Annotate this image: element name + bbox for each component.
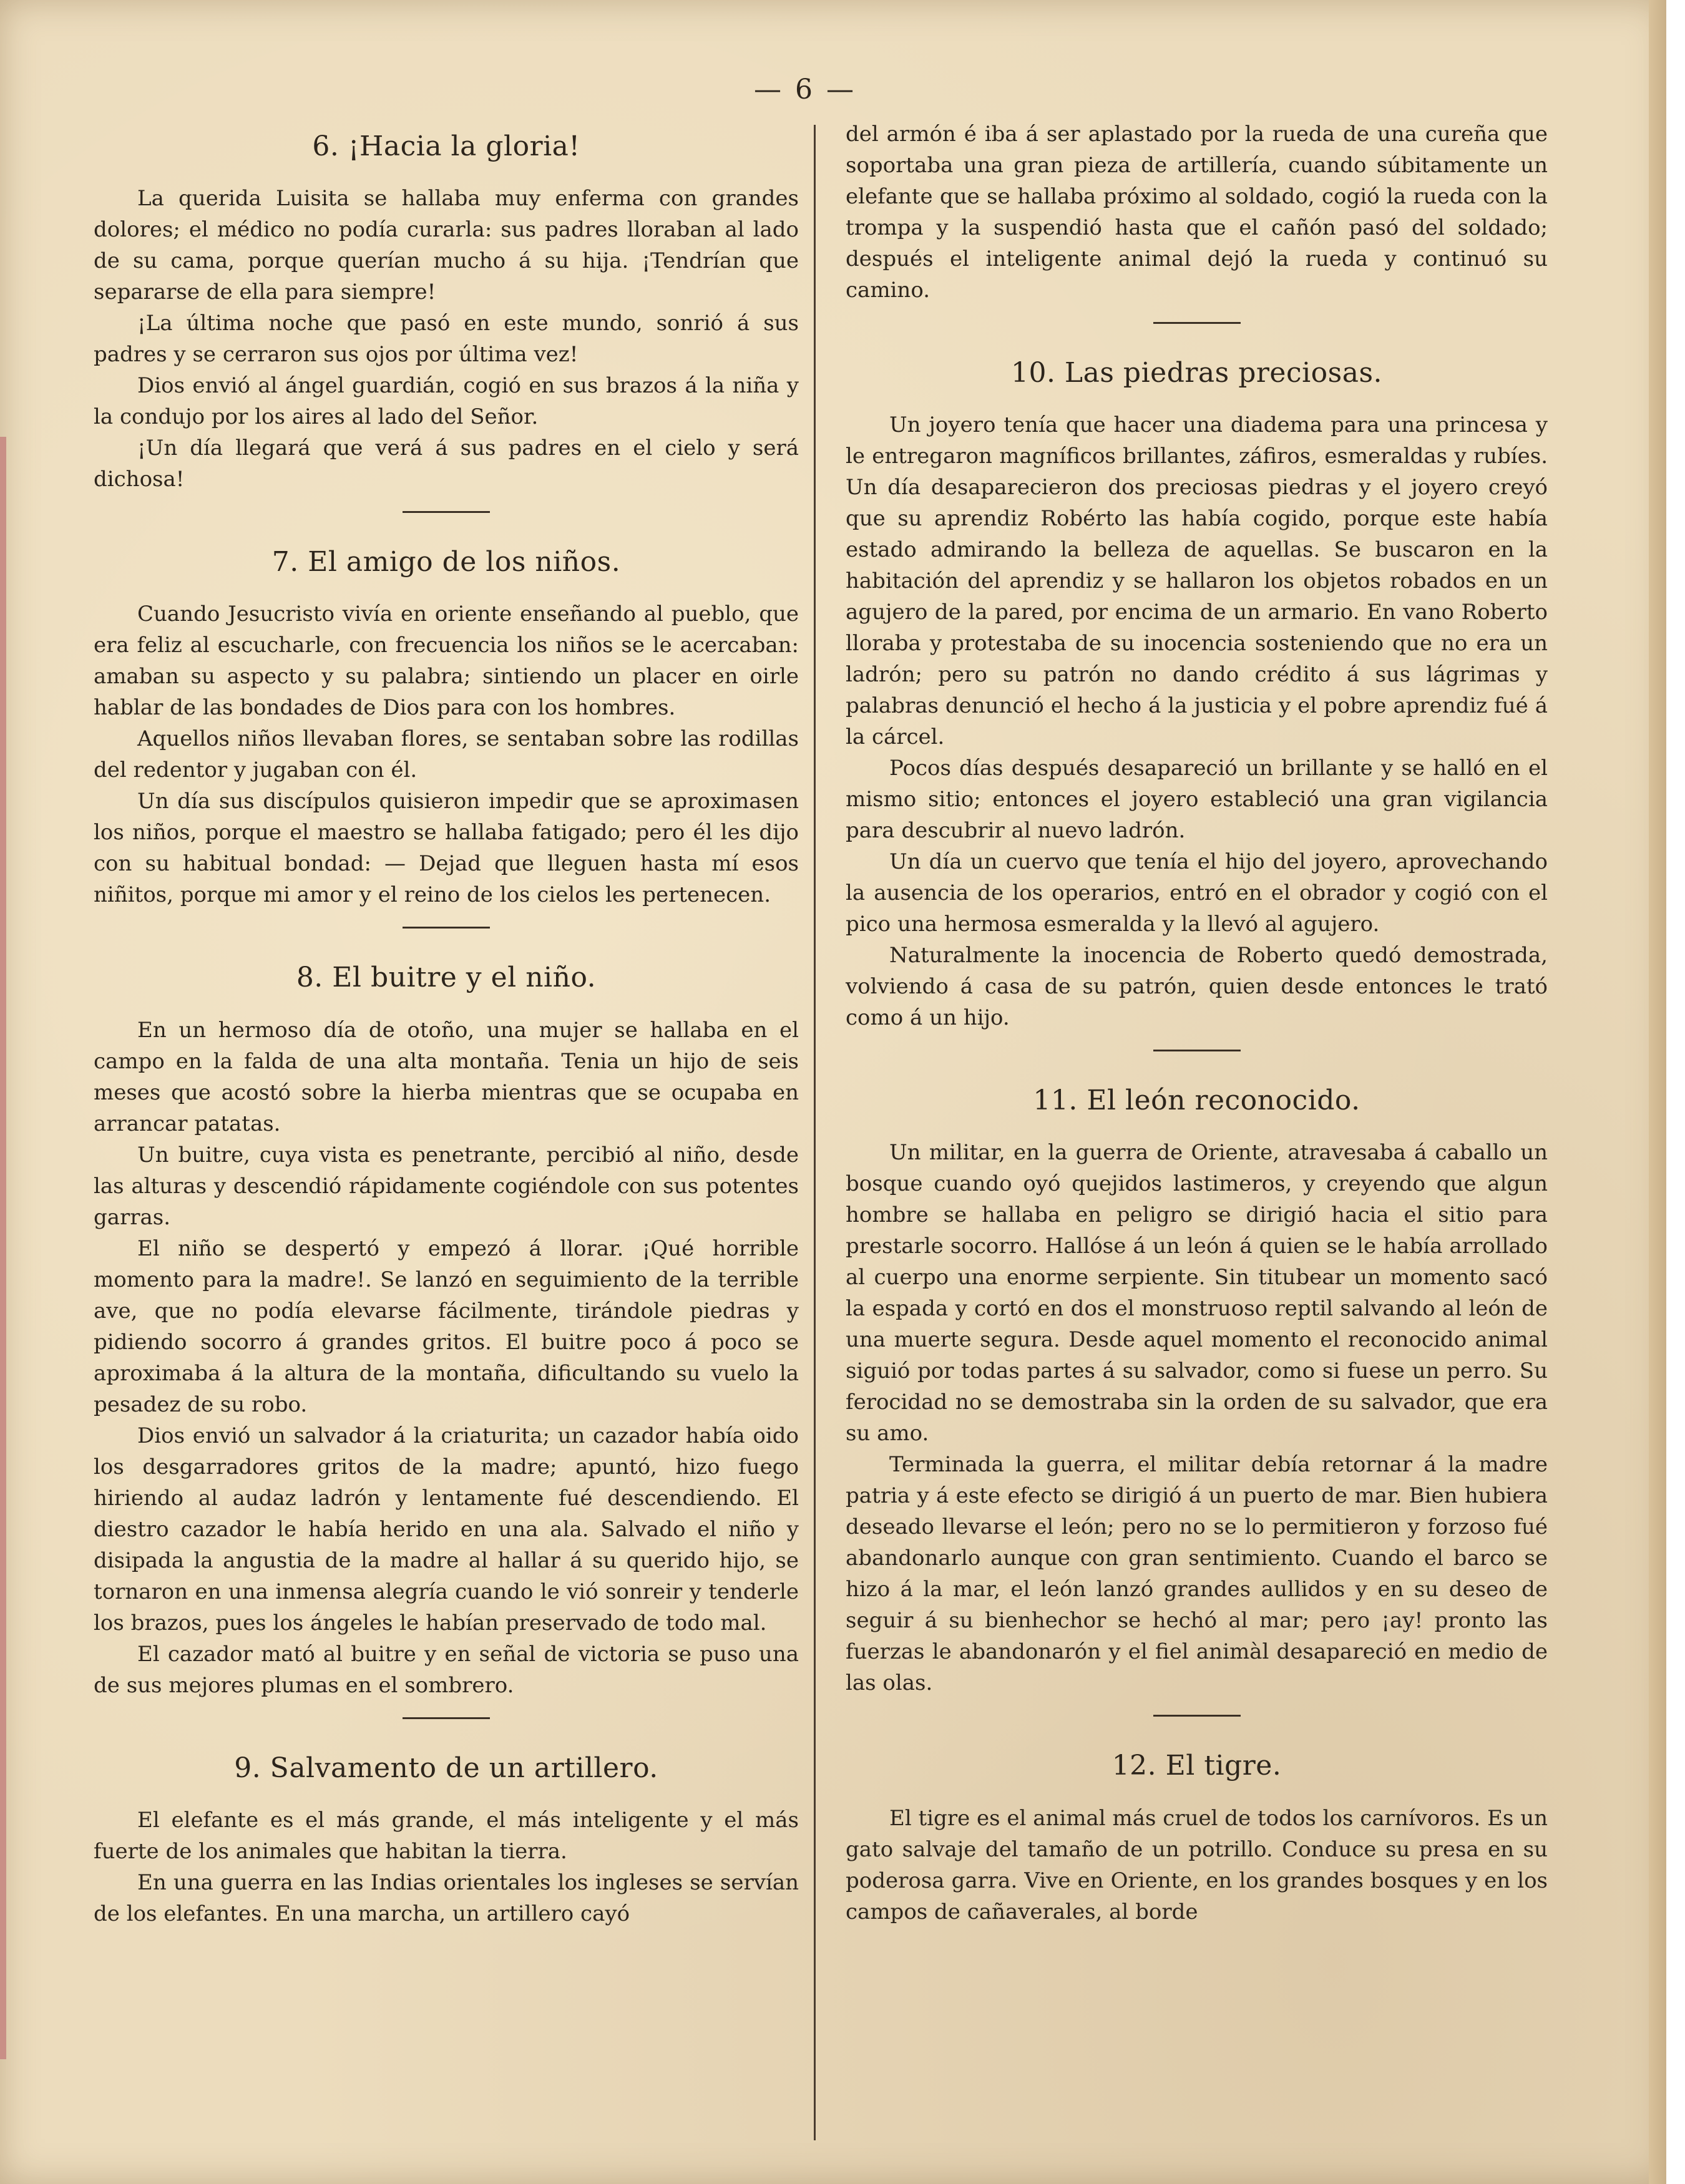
paragraph: El niño se despertó y empezó á llorar. ¡Qué horrible momento para la madre!. Se lanzó en seguimiento de la terrible ave, que no podía elevarse fácilmente, tirándole piedras y pidiendo socorro á grandes gritos. El buitre poco á poco se aproximaba á la altura de la montaña, dificultando su vuelo la pesadez de su robo. <box>94 1236 799 1417</box>
paragraph: Un día un cuervo que tenía el hijo del joyero, aprovechando la ausencia de los operarios, entró en el obrador y cogió con el pico una hermosa esmeralda y la llevó al agujero. <box>846 849 1548 937</box>
left-column <box>94 119 799 1929</box>
story-8 <box>94 960 799 1700</box>
paragraph: El elefante es el más grande, el más inteligente y el más fuerte de los animales que habitan la tierra. <box>94 1807 799 1864</box>
story-title: 8. El buitre y el niño. <box>296 962 597 994</box>
section-rule <box>403 511 490 513</box>
page-number: — 6 — <box>754 74 856 105</box>
paragraph: Un buitre, cuya vista es penetrante, percibió al niño, desde las alturas y descendió rápidamente cogiéndole con sus potentes garras. <box>94 1142 799 1230</box>
section-rule <box>1153 1050 1241 1051</box>
story-9 <box>94 1750 799 1929</box>
page-edge-left <box>0 437 6 2059</box>
paragraph: Naturalmente la inocencia de Roberto quedó demostrada, volviendo á casa de su patrón, quien desde entonces le trató como á un hijo. <box>846 943 1548 1031</box>
section-rule <box>1153 322 1241 324</box>
section-rule <box>1153 1715 1241 1717</box>
paragraph: Terminada la guerra, el militar debía retornar á la madre patria y á este efecto se dirigió á un puerto de mar. Bien hubiera deseado llevarse el león; pero no se lo permitieron y forzoso fué abandonarlo aunque con gran sentimiento. Cuando el barco se hizo á la mar, el león lanzó grandes aullidos y en su deseo de seguir á su bienhechor se hechó al mar; pero ¡ay! pronto las fuerzas le abandonarón y el fiel animàl desapareció en medio de las olas. <box>846 1452 1548 1696</box>
story-title: 11. El león reconocido. <box>1033 1085 1360 1117</box>
story-title: 9. Salvamento de un artillero. <box>234 1752 658 1784</box>
paragraph: ¡La última noche que pasó en este mundo, sonrió á sus padres y se cerraron sus ojos por última vez! <box>94 311 799 368</box>
story-12 <box>846 1748 1548 1927</box>
paragraph: El cazador mató al buitre y en señal de victoria se puso una de sus mejores plumas en el sombrero. <box>94 1641 799 1698</box>
section-rule <box>403 1717 490 1719</box>
paragraph: Un militar, en la guerra de Oriente, atravesaba á caballo un bosque cuando oyó quejidos lastimeros, y creyendo que algun hombre se hallaba en peligro se dirigió hacia el sitio para prestarle socorro. Hallóse á un león á quien se le había arrollado al cuerpo una enorme serpiente. Sin titubear un momento sacó la espada y cortó en dos el monstruoso reptil salvando al león de una muerte segura. Desde aquel momento el reconocido animal siguió por todas partes á su salvador, como si fuese un perro. Su ferocidad no se demostraba sin la orden de su salvador, que era su amo. <box>846 1140 1548 1446</box>
page-edge-right <box>1649 0 1666 2184</box>
paragraph: La querida Luisita se hallaba muy enferma con grandes dolores; el médico no podía curarla: sus padres lloraban al lado de su cama, porque querían mucho á su hija. ¡Tendrían que separarse de ella para siempre! <box>94 186 799 305</box>
paragraph: Un día sus discípulos quisieron impedir que se aproximasen los niños, porque el maestro se hallaba fatigado; pero él les dijo con su habitual bondad: — Dejad que lleguen hasta mí esos niñitos, porque mi amor y el reino de los cielos les pertenecen. <box>94 789 799 908</box>
paragraph: Pocos días después desapareció un brillante y se halló en el mismo sitio; entonces el joyero estableció una gran vigilancia para descubrir al nuevo ladrón. <box>846 756 1548 844</box>
story-6 <box>94 129 799 495</box>
paragraph: El tigre es el animal más cruel de todos los carnívoros. Es un gato salvaje del tamaño de un potrillo. Conduce su presa en su poderosa garra. Vive en Oriente, en los grandes bosques y en los campos de cañaverales, al borde <box>846 1805 1548 1924</box>
story-11 <box>846 1083 1548 1699</box>
right-column <box>846 119 1548 1928</box>
story-title: 7. El amigo de los niños. <box>271 546 621 578</box>
story-title: 12. El tigre. <box>1111 1750 1282 1782</box>
paragraph: Dios envió al ángel guardián, cogió en sus brazos á la niña y la condujo por los aires al lado del Señor. <box>94 373 799 430</box>
story-10 <box>846 355 1548 1033</box>
story-title: 6. ¡Hacia la gloria! <box>312 130 580 162</box>
paragraph: ¡Un día llegará que verá á sus padres en el cielo y será dichosa! <box>94 436 799 492</box>
paragraph: En un hermoso día de otoño, una mujer se hallaba en el campo en la falda de una alta montaña. Tenia un hijo de seis meses que acostó sobre la hierba mientras que se ocupaba en arrancar patatas. <box>94 1017 799 1136</box>
paragraph: En una guerra en las Indias orientales los ingleses se servían de los elefantes. En una marcha, un artillero cayó <box>94 1870 799 1926</box>
paragraph: Aquellos niños llevaban flores, se sentaban sobre las rodillas del redentor y jugaban con él. <box>94 726 799 783</box>
paragraph: Cuando Jesucristo vivía en oriente enseñando al pueblo, que era feliz al escucharle, con frecuencia los niños se le acercaban: amaban su aspecto y su palabra; sintiendo un placer en oirle hablar de las bondades de Dios para con los hombres. <box>94 602 799 721</box>
continuation-paragraph: del armón é iba á ser aplastado por la rueda de una cureña que soportaba una gran pieza de artillería, cuando súbitamente un elefante que se hallaba próximo al soldado, cogió la rueda con la trompa y la suspendió hasta que el cañón pasó del soldado; después el inteligente animal dejó la rueda y continuó su camino. <box>846 122 1548 303</box>
story-7 <box>94 544 799 910</box>
paragraph: Un joyero tenía que hacer una diadema para una princesa y le entregaron magníficos brillantes, záfiros, esmeraldas y rubíes. Un día desaparecieron dos preciosas piedras y el joyero creyó que su aprendiz Robérto las había cogido, porque este había estado admirando la belleza de aquellas. Se buscaron en la habitación del aprendiz y se hallaron los objetos robados en un agujero de la pared, por encima de un armario. En vano Roberto lloraba y protestaba de su inocencia sosteniendo que no era un ladrón; pero su patrón no dando crédito á sus lágrimas y palabras denunció el hecho á la justicia y el pobre aprendiz fué á la cárcel. <box>846 412 1548 750</box>
paragraph: Dios envió un salvador á la criaturita; un cazador había oido los desgarradores gritos de la madre; apuntó, hizo fuego hiriendo al audaz ladrón y lentamente fué descendiendo. El diestro cazador le había herido en una ala. Salvado el niño y disipada la angustia de la madre al hallar á su querido hijo, se tornaron en una inmensa alegría cuando le vió sonreir y tenderle los brazos, pues los ángeles le habían preservado de todo mal. <box>94 1423 799 1636</box>
story-title: 10. Las piedras preciosas. <box>1010 357 1383 389</box>
section-rule <box>403 927 490 929</box>
column-divider <box>814 125 816 2140</box>
